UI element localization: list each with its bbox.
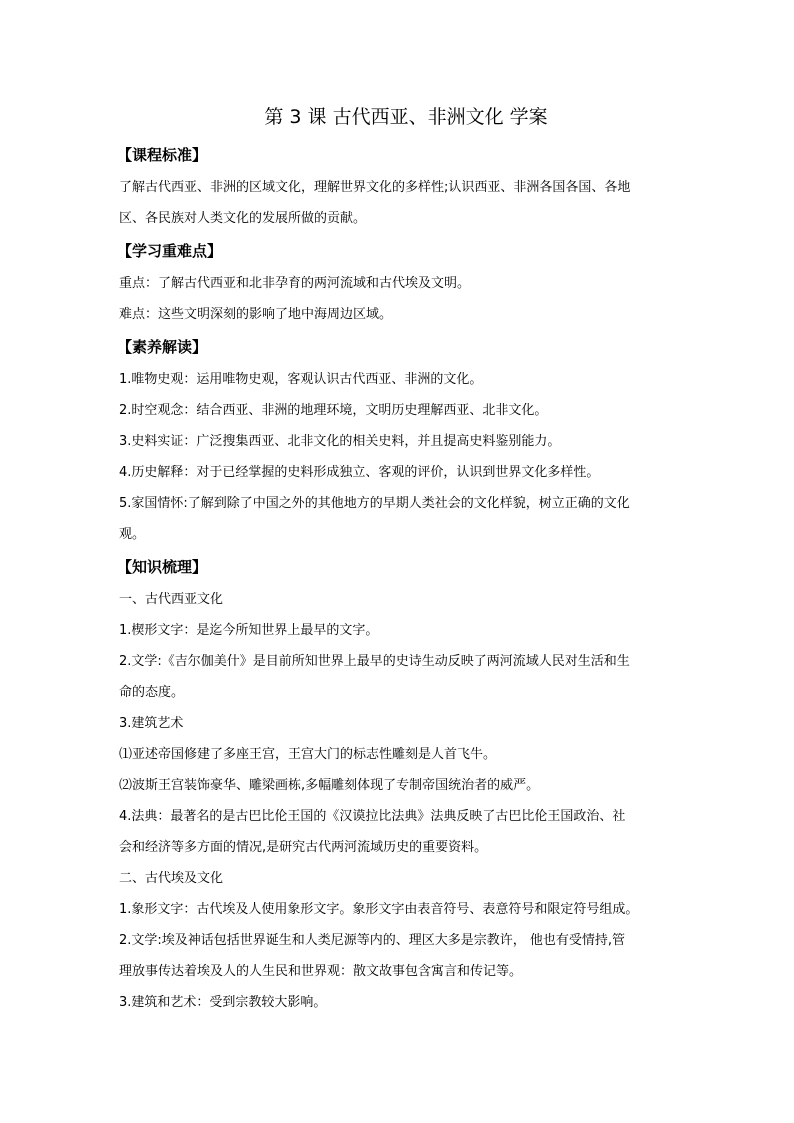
document-title: 第 3 课 古代西亚、非洲文化 学案 [264,106,548,128]
key-point-line-2: 难点：这些文明深刻的影响了地中海周边区域。 [119,307,393,322]
literacy-line-1: 1.唯物史观：运用唯物史观，客观认识古代西亚、非洲的文化。 [119,372,483,387]
section-knowledge [119,556,679,1018]
literacy-line-3: 3.史料实证：广泛搜集西亚、北非文化的相关史料，并且提高史料鉴别能力。 [119,434,561,449]
heading-key-points: 【学习重难点】 [117,242,223,260]
knowledge-line-6: ⑴亚述帝国修建了多座王宫，王宫大门的标志性雕刻是人首飞牛。 [119,747,497,762]
knowledge-line-11: 1.象形文字：古代埃及人使用象形文字。象形文字由表音符号、表意符号和限定符号组成。 [119,902,639,917]
section-literacy [119,336,679,550]
key-point-line-1: 重点：了解古代西亚和北非孕育的两河流域和古代埃及文明。 [119,276,471,291]
knowledge-line-5: 3.建筑艺术 [119,716,184,731]
heading-course-standard: 【课程标准】 [117,146,208,164]
document-page [119,104,679,1018]
knowledge-line-14: 3.建筑和艺术：受到宗教较大影响。 [119,995,327,1010]
knowledge-line-7: ⑵波斯王宫装饰豪华、雕梁画栋,多幅雕刻体现了专制帝国统治者的威严。 [119,778,540,793]
section-key-points [119,240,679,330]
knowledge-line-2: 1.楔形文字：是迄今所知世界上最早的文字。 [119,623,379,638]
heading-literacy: 【素养解读】 [117,338,208,356]
standard-line-1: 了解古代西亚、非洲的区域文化，理解世界文化的多样性;认识西亚、非洲各国各国、各地 [119,180,631,195]
literacy-line-5: 5.家国情怀:了解到除了中国之外的其他地方的早期人类社会的文化样貌，树立正确的文化 [119,496,630,511]
literacy-line-6: 观。 [119,527,146,542]
knowledge-line-12: 2.文学:埃及神话包括世界诞生和人类尼源等内的、理区大多是宗教许， 他也有受情持,管 [119,933,626,948]
literacy-line-4: 4.历史解释：对于已经掌握的史料形成独立、客观的评价，认识到世界文化多样性。 [119,465,600,480]
knowledge-line-3: 2.文学:《吉尔伽美什》是目前所知世界上最早的史诗生动反映了两河流域人民对生活和生 [119,654,630,669]
knowledge-line-8: 4.法典：最著名的是古巴比伦王国的《汉谟拉比法典》法典反映了古巴比伦王国政治、社 [119,809,626,824]
section-course-standard [119,144,679,234]
heading-knowledge: 【知识梳理】 [117,558,208,576]
knowledge-line-10: 二、古代埃及文化 [119,871,224,886]
knowledge-line-1: 一、古代西亚文化 [119,592,224,607]
literacy-line-2: 2.时空观念：结合西亚、非洲的地理环境，文明历史理解西亚、北非文化。 [119,403,548,418]
standard-line-2: 区、各民族对人类文化的发展所做的贡献。 [119,211,367,226]
knowledge-line-4: 命的态度。 [119,685,185,700]
knowledge-line-9: 会和经济等多方面的情况,是研究古代两河流域历史的重要资料。 [119,840,488,855]
knowledge-line-13: 理放事传达着埃及人的人生民和世界观：散文故事包含寓言和传记等。 [119,964,523,979]
